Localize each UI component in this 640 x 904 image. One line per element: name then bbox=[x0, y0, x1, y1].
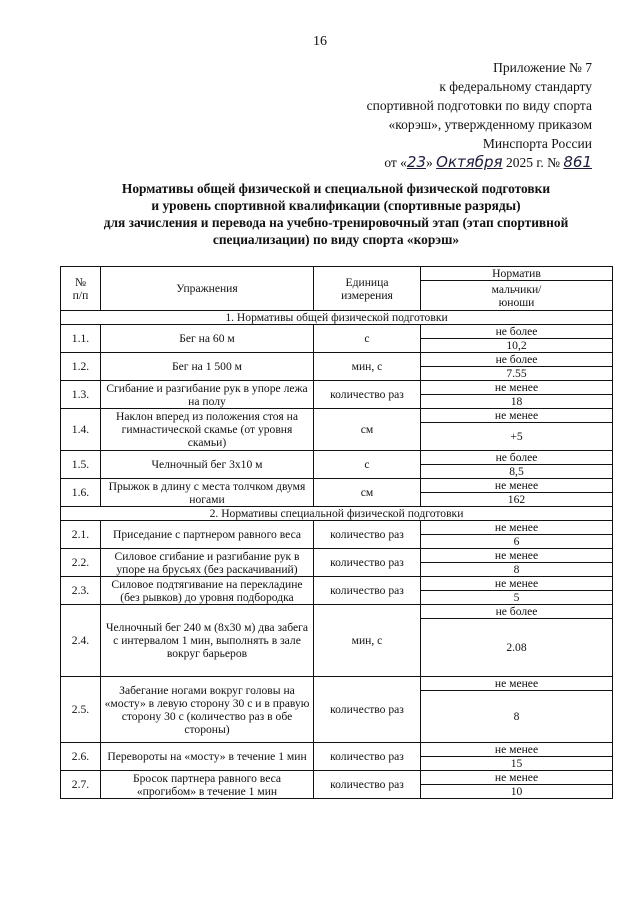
row-number: 2.1. bbox=[61, 521, 101, 549]
appendix-block bbox=[330, 58, 592, 172]
col-header-exercise: Упражнения bbox=[101, 267, 314, 311]
page-number: 16 bbox=[313, 34, 327, 49]
standards-table bbox=[60, 266, 613, 799]
row-unit: см bbox=[314, 479, 421, 507]
table-row bbox=[61, 409, 613, 423]
appendix-line: к федеральному стандарту bbox=[439, 79, 592, 94]
row-value: 5 bbox=[421, 591, 613, 605]
appendix-line: Минспорта России bbox=[482, 136, 592, 151]
row-value: 18 bbox=[421, 395, 613, 409]
col-header-norm: Норматив bbox=[421, 267, 613, 281]
row-condition: не менее bbox=[421, 743, 613, 757]
row-unit: количество раз bbox=[314, 677, 421, 743]
row-exercise: Челночный бег 3х10 м bbox=[101, 451, 314, 479]
handwritten-month: Октября bbox=[436, 153, 503, 171]
table-row bbox=[61, 353, 613, 367]
row-exercise: Бег на 60 м bbox=[101, 325, 314, 353]
row-number: 1.5. bbox=[61, 451, 101, 479]
section-row bbox=[61, 311, 613, 325]
row-number: 1.2. bbox=[61, 353, 101, 381]
col-header-gender: мальчики/ юноши bbox=[421, 281, 613, 311]
row-value: 6 bbox=[421, 535, 613, 549]
row-condition: не более bbox=[421, 605, 613, 619]
row-condition: не менее bbox=[421, 479, 613, 493]
row-number: 1.6. bbox=[61, 479, 101, 507]
row-value: 7.55 bbox=[421, 367, 613, 381]
row-exercise: Прыжок в длину с места толчком двумя ногами bbox=[101, 479, 314, 507]
row-condition: не более bbox=[421, 325, 613, 339]
row-condition: не более bbox=[421, 353, 613, 367]
table-row bbox=[61, 771, 613, 785]
row-number: 2.2. bbox=[61, 549, 101, 577]
row-exercise: Бег на 1 500 м bbox=[101, 353, 314, 381]
row-unit: количество раз bbox=[314, 549, 421, 577]
row-number: 2.5. bbox=[61, 677, 101, 743]
table-row bbox=[61, 451, 613, 465]
row-unit: количество раз bbox=[314, 743, 421, 771]
row-number: 1.4. bbox=[61, 409, 101, 451]
row-unit: количество раз bbox=[314, 381, 421, 409]
row-unit: см bbox=[314, 409, 421, 451]
section-title: 1. Нормативы общей физической подготовки bbox=[61, 311, 613, 325]
table-row bbox=[61, 325, 613, 339]
row-value: +5 bbox=[421, 423, 613, 451]
row-value: 162 bbox=[421, 493, 613, 507]
table-row bbox=[61, 381, 613, 395]
handwritten-day: 23 bbox=[406, 153, 427, 171]
row-condition: не менее bbox=[421, 549, 613, 563]
table-row bbox=[61, 577, 613, 591]
col-header-unit: Единица измерения bbox=[314, 267, 421, 311]
row-number: 2.3. bbox=[61, 577, 101, 605]
row-value: 15 bbox=[421, 757, 613, 771]
section-row bbox=[61, 507, 613, 521]
row-exercise: Наклон вперед из положения стоя на гимнастической скамье (от уровня скамьи) bbox=[101, 409, 314, 451]
row-number: 2.7. bbox=[61, 771, 101, 799]
row-condition: не менее bbox=[421, 577, 613, 591]
row-exercise: Сгибание и разгибание рук в упоре лежа на полу bbox=[101, 381, 314, 409]
row-exercise: Челночный бег 240 м (8х30 м) два забега с интервалом 1 мин, выполнять в зале вокруг барьеров bbox=[101, 605, 314, 677]
row-exercise: Силовое подтягивание на перекладине (без рывков) до уровня подбородка bbox=[101, 577, 314, 605]
row-exercise: Забегание ногами вокруг головы на «мосту» в левую сторону 30 с и в правую сторону 30 с (количество раз в обе стороны) bbox=[101, 677, 314, 743]
row-exercise: Перевороты на «мосту» в течение 1 мин bbox=[101, 743, 314, 771]
order-date-line: от «23» Октября 2025 г. № 861 bbox=[384, 153, 592, 171]
row-condition: не менее bbox=[421, 771, 613, 785]
table-row bbox=[61, 743, 613, 757]
row-unit: количество раз bbox=[314, 771, 421, 799]
section-title: 2. Нормативы специальной физической подготовки bbox=[61, 507, 613, 521]
row-condition: не менее bbox=[421, 409, 613, 423]
table-row bbox=[61, 479, 613, 493]
row-number: 1.1. bbox=[61, 325, 101, 353]
row-number: 2.4. bbox=[61, 605, 101, 677]
row-value: 2.08 bbox=[421, 619, 613, 677]
row-exercise: Бросок партнера равного веса «прогибом» в течение 1 мин bbox=[101, 771, 314, 799]
row-exercise: Силовое сгибание и разгибание рук в упоре на брусьях (без раскачиваний) bbox=[101, 549, 314, 577]
row-condition: не менее bbox=[421, 677, 613, 691]
table-row bbox=[61, 605, 613, 619]
row-unit: с bbox=[314, 325, 421, 353]
row-exercise: Приседание с партнером равного веса bbox=[101, 521, 314, 549]
row-unit: количество раз bbox=[314, 577, 421, 605]
table-row bbox=[61, 521, 613, 535]
row-unit: с bbox=[314, 451, 421, 479]
row-value: 8,5 bbox=[421, 465, 613, 479]
table-row bbox=[61, 549, 613, 563]
row-number: 1.3. bbox=[61, 381, 101, 409]
appendix-line: спортивной подготовки по виду спорта bbox=[366, 98, 592, 113]
col-header-num: № п/п bbox=[61, 267, 101, 311]
row-value: 8 bbox=[421, 691, 613, 743]
row-value: 10,2 bbox=[421, 339, 613, 353]
document-heading: Нормативы общей физической и специальной физической подготовки и уровень спортивной квалификации (спортивные разряды) для зачисления и перевода на учебно-тренировочный этап (этап спортивной специализации) по виду спорта «корэш» bbox=[103, 181, 569, 247]
row-condition: не более bbox=[421, 451, 613, 465]
handwritten-order-number: 861 bbox=[563, 153, 592, 171]
row-condition: не менее bbox=[421, 381, 613, 395]
appendix-title: Приложение № 7 bbox=[493, 60, 592, 75]
row-unit: мин, с bbox=[314, 605, 421, 677]
row-number: 2.6. bbox=[61, 743, 101, 771]
appendix-line: «корэш», утвержденному приказом bbox=[388, 117, 592, 132]
row-value: 10 bbox=[421, 785, 613, 799]
row-unit: мин, с bbox=[314, 353, 421, 381]
row-unit: количество раз bbox=[314, 521, 421, 549]
row-value: 8 bbox=[421, 563, 613, 577]
row-condition: не менее bbox=[421, 521, 613, 535]
table-row bbox=[61, 677, 613, 691]
